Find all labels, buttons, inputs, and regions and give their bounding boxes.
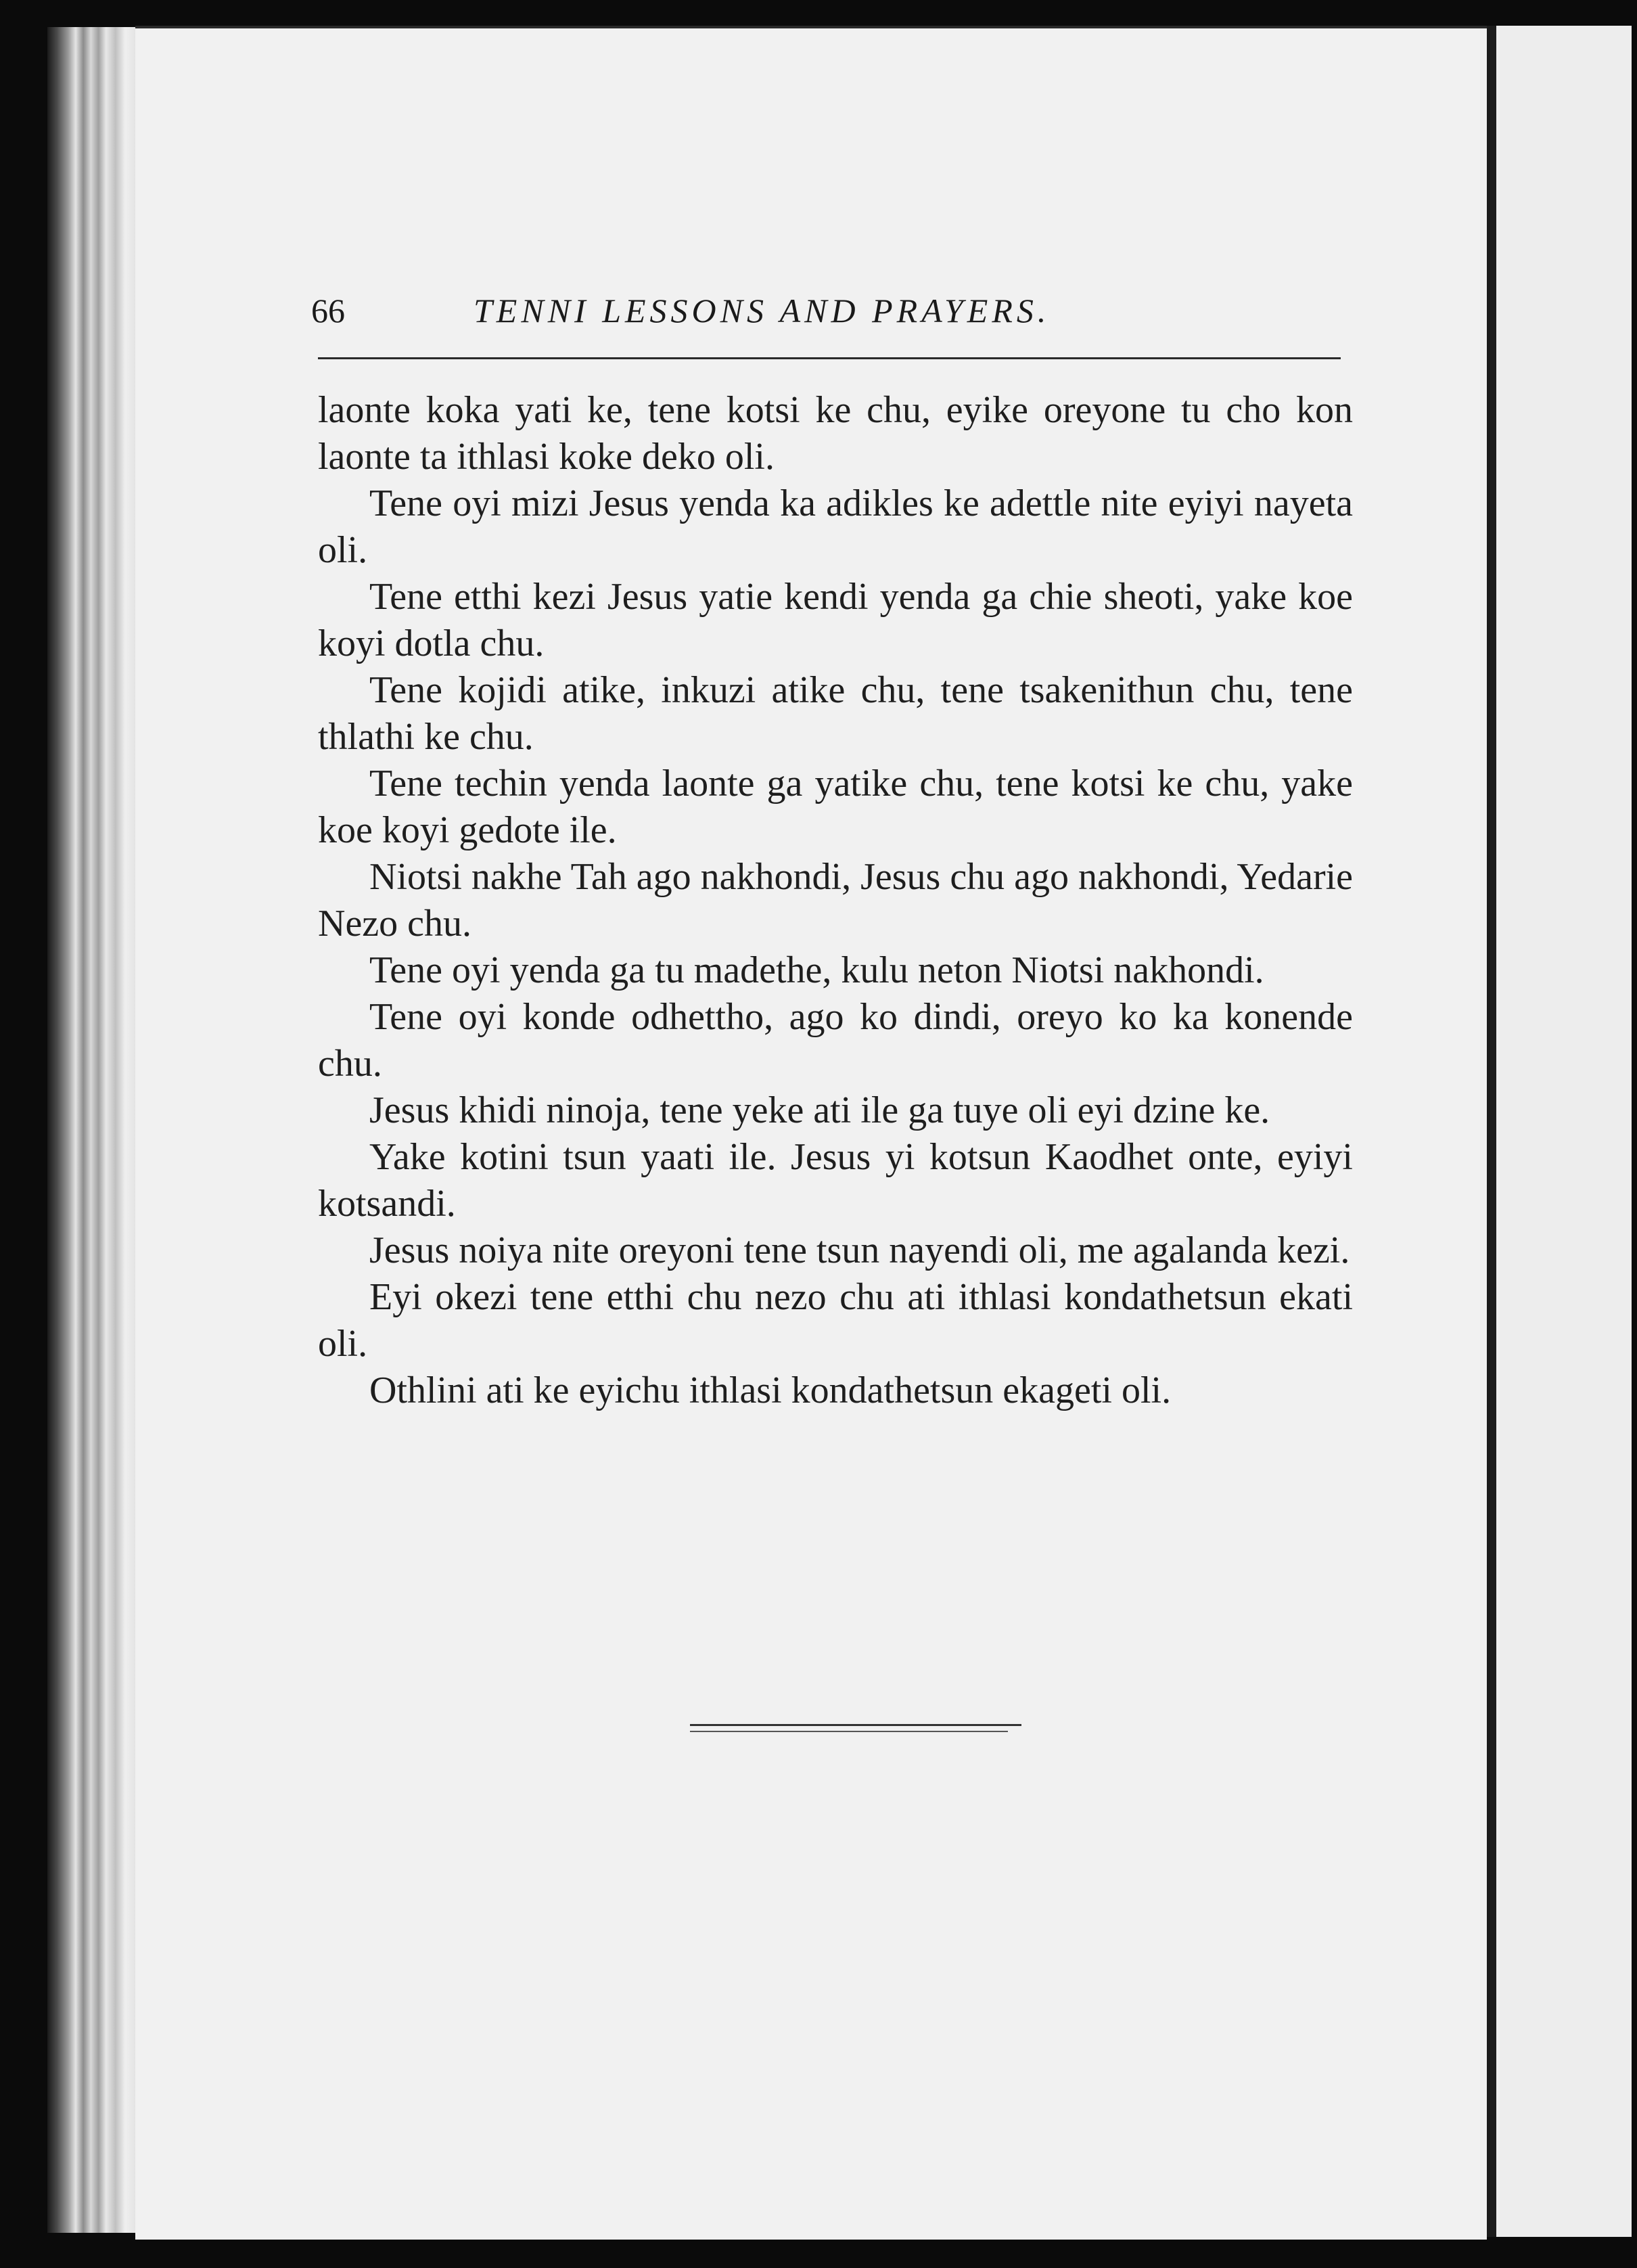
page-header (311, 291, 1346, 345)
page-number: 66 (311, 292, 345, 330)
page-gutter (1487, 26, 1496, 2237)
paragraph: Jesus khidi ninoja, tene yeke ati ile ga tuye oli eyi dzine ke. (369, 1089, 1270, 1131)
book-spine-edge (47, 27, 142, 2233)
paragraph: Tene oyi yenda ga tu madethe, kulu neton Niotsi nakhondi. (369, 949, 1264, 991)
paragraph: Yake kotini tsun yaati ile. Jesus yi kotsun Kaodhet onte, eyiyi kotsandi. (318, 1136, 1353, 1225)
paragraph: Tene techin yenda laonte ga yatike chu, tene kotsi ke chu, yake koe koyi gedote ile. (318, 763, 1353, 851)
paragraph: Othlini ati ke eyichu ithlasi kondathetsun ekageti oli. (369, 1369, 1172, 1411)
body-text (318, 387, 1353, 1414)
end-ornament-rule (690, 1724, 1021, 1738)
header-rule (318, 357, 1341, 359)
paragraph: Jesus noiya nite oreyoni tene tsun nayendi oli, me agalanda kezi. (369, 1229, 1350, 1271)
facing-page-edge (1496, 26, 1632, 2237)
paragraph: Niotsi nakhe Tah ago nakhondi, Jesus chu ago nakhondi, Yedarie Nezo chu. (318, 856, 1353, 945)
paragraph: Tene etthi kezi Jesus yatie kendi yenda ga chie sheoti, yake koe koyi dotla chu. (318, 576, 1353, 664)
paragraph: laonte koka yati ke, tene kotsi ke chu, eyike oreyone tu cho kon laonte ta ithlasi koke deko oli. (318, 389, 1353, 478)
paragraph: Tene oyi mizi Jesus yenda ka adikles ke adettle nite eyiyi nayeta oli. (318, 482, 1353, 571)
running-title: TENNI LESSONS AND PRAYERS. (474, 292, 1051, 330)
paragraph: Eyi okezi tene etthi chu nezo chu ati ithlasi kondathetsun ekati oli. (318, 1276, 1353, 1365)
paragraph: Tene oyi konde odhettho, ago ko dindi, oreyo ko ka konende chu. (318, 996, 1353, 1085)
paragraph: Tene kojidi atike, inkuzi atike chu, tene tsakenithun chu, tene thlathi ke chu. (318, 669, 1353, 758)
